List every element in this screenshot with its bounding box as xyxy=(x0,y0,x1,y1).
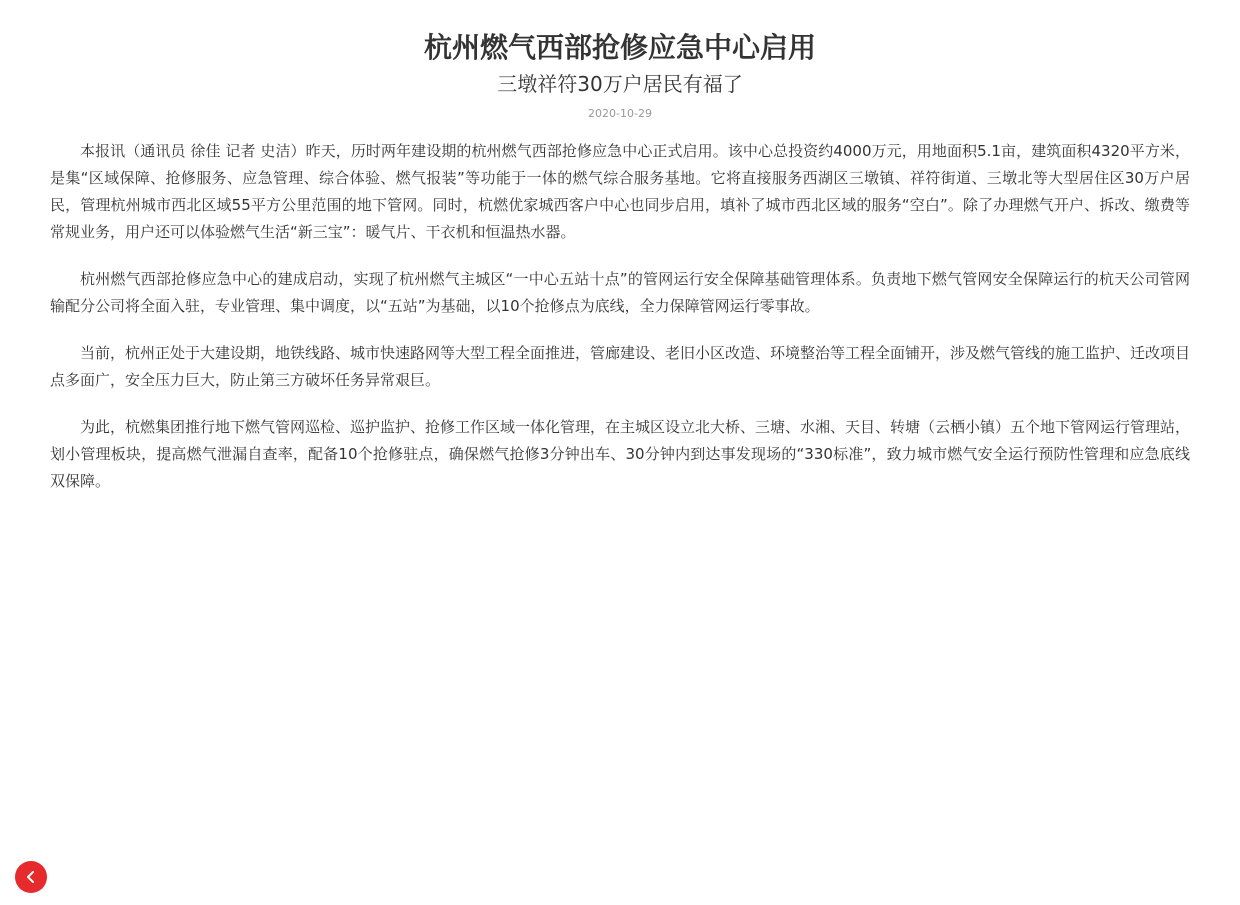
paragraph: 当前，杭州正处于大建设期，地铁线路、城市快速路网等大型工程全面推进，管廊建设、老旧小区改造、环境整治等工程全面铺开，涉及燃气管线的施工监护、迁改项目点多面广，安全压力巨大，防止第三方破坏任务异常艰巨。 xyxy=(50,344,1191,389)
back-button[interactable] xyxy=(15,861,47,893)
paragraph: 本报讯（通讯员 徐佳 记者 史洁）昨天，历时两年建设期的杭州燃气西部抢修应急中心正式启用。该中心总投资约4000万元，用地面积5.1亩，建筑面积4320平方米，是集“区域保障、抢修服务、应急管理、综合体验、燃气报装”等功能于一体的燃气综合服务基地。它将直接服务西湖区三墩镇、祥符街道、三墩北等大型居住区30万户居民，管理杭州城市西北区域55平方公里范围的地下管网。同时，杭燃优家城西客户中心也同步启用，填补了城市西北区域的服务“空白”。除了办理燃气开户、拆改、缴费等常规业务，用户还可以体验燃气生活“新三宝”：暖气片、干衣机和恒温热水器。 xyxy=(50,142,1190,241)
article xyxy=(50,0,1190,515)
paragraph: 杭州燃气西部抢修应急中心的建成启动，实现了杭州燃气主城区“一中心五站十点”的管网运行安全保障基础管理体系。负责地下燃气管网安全保障运行的杭天公司管网输配分公司将全面入驻，专业管理、集中调度，以“五站”为基础，以10个抢修点为底线，全力保障管网运行零事故。 xyxy=(50,270,1190,315)
publish-date: 2020-10-29 xyxy=(588,107,652,120)
chevron-left-icon xyxy=(24,870,38,884)
article-title: 杭州燃气西部抢修应急中心启用 xyxy=(423,31,816,64)
article-body xyxy=(50,138,1190,495)
paragraph: 为此，杭燃集团推行地下燃气管网巡检、巡护监护、抢修工作区域一体化管理，在主城区设立北大桥、三塘、水湘、天目、转塘（云栖小镇）五个地下管网运行管理站，划小管理板块，提高燃气泄漏自查率，配备10个抢修驻点，确保燃气抢修3分钟出车、30分钟内到达事发现场的“330标准”，致力城市燃气安全运行预防性管理和应急底线双保障。 xyxy=(50,418,1191,490)
article-subtitle: 三墩祥符30万户居民有福了 xyxy=(497,72,743,96)
